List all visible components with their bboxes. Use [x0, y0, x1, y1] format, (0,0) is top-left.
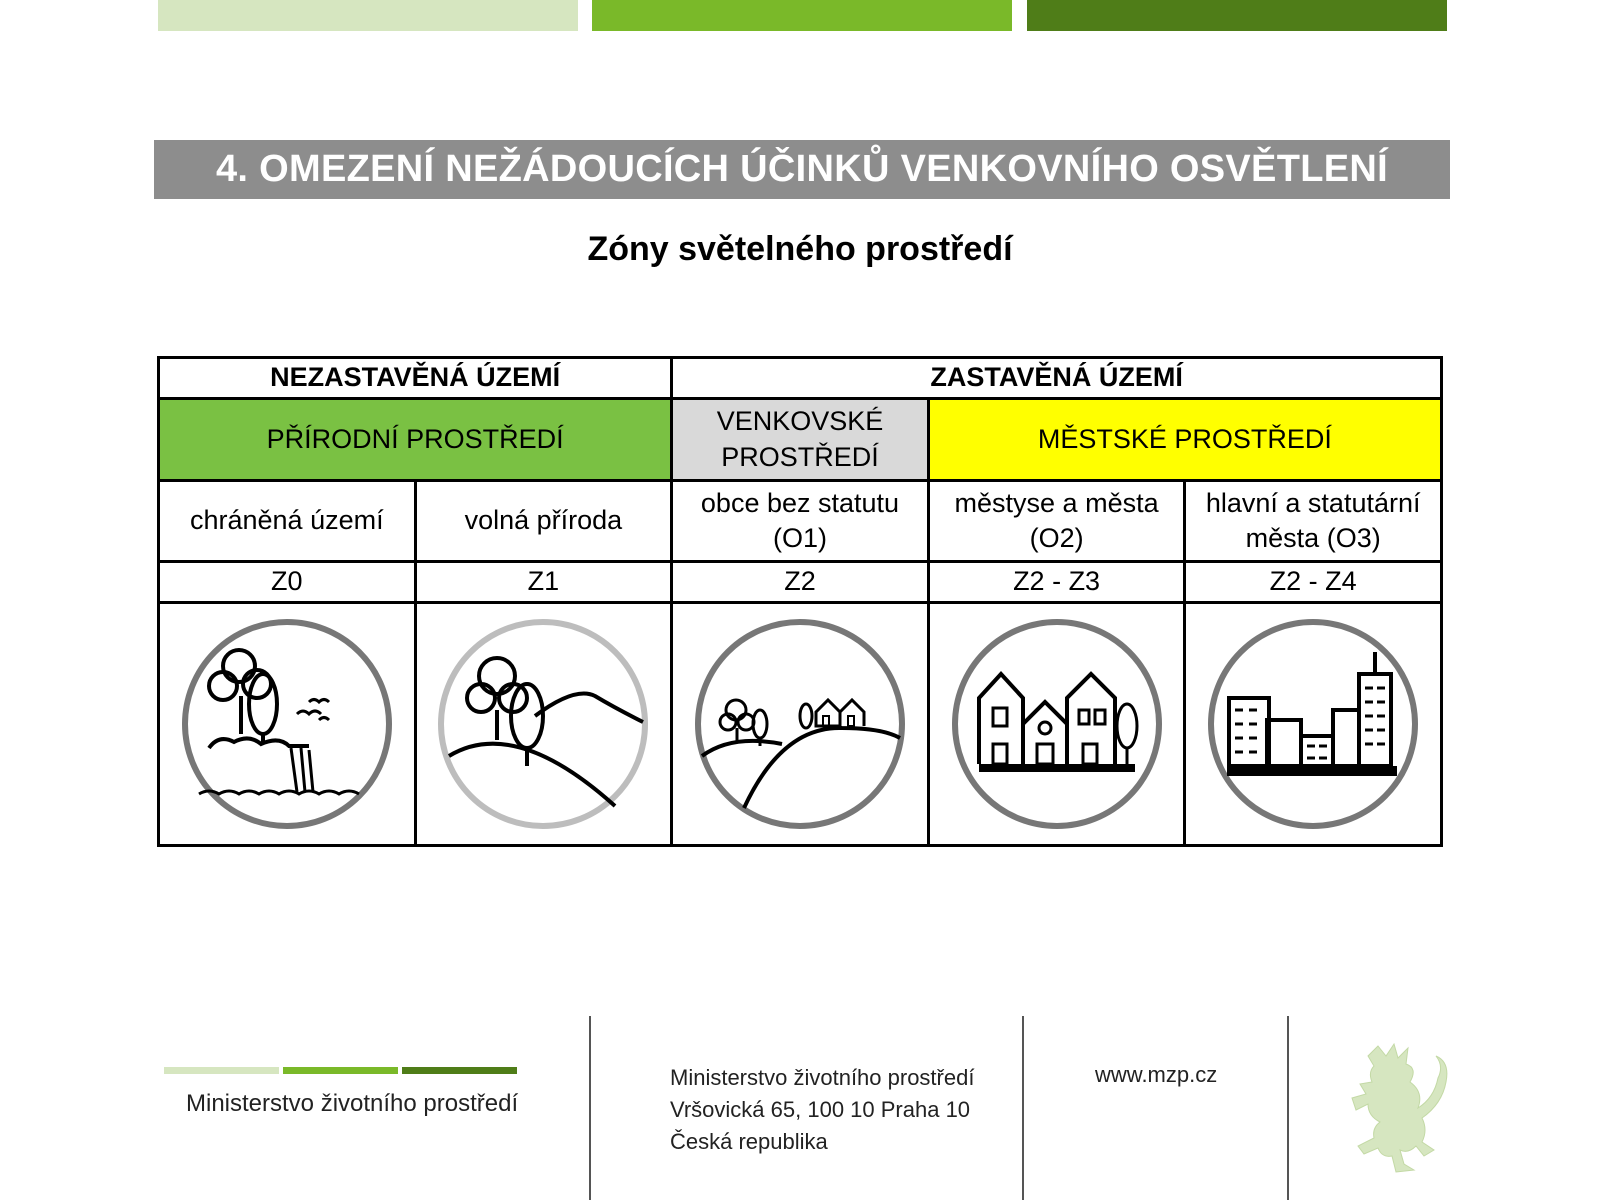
category-cell: [1185, 481, 1442, 562]
category-cell: [928, 481, 1185, 562]
zones-table: [157, 356, 1443, 847]
zone-code: Z2: [672, 562, 929, 603]
zone-code: Z0: [159, 562, 416, 603]
ministry-logo-text: Ministerstvo životního prostředí: [186, 1090, 519, 1117]
tree-hills-icon: [435, 616, 651, 832]
icon-cell: [928, 603, 1185, 846]
website-link[interactable]: www.mzp.cz: [1095, 1062, 1218, 1087]
czech-lion-emblem-icon: [1338, 1038, 1458, 1178]
address-line: Vršovická 65, 100 10 Praha 10: [670, 1097, 971, 1122]
icon-cell: [672, 603, 929, 846]
category-cell: [415, 481, 672, 562]
zone-code: Z2 - Z3: [928, 562, 1185, 603]
footer-bar-mid: [283, 1067, 398, 1074]
group-undeveloped: NEZASTAVĚNÁ ÚZEMÍ: [159, 358, 672, 399]
env-urban: MĚSTSKÉ PROSTŘEDÍ: [928, 399, 1441, 481]
zone-code: Z1: [415, 562, 672, 603]
category-code: (O1): [772, 523, 827, 553]
category-label: chráněná území: [189, 505, 384, 536]
icon-cell: [159, 603, 416, 846]
env-nature: PŘÍRODNÍ PROSTŘEDÍ: [159, 399, 672, 481]
town-icon: [949, 616, 1165, 832]
ministry-address: [670, 1062, 974, 1158]
footer-divider: [1022, 1016, 1024, 1200]
category-cell: [159, 481, 416, 562]
zone-code: Z2 - Z4: [1185, 562, 1442, 603]
category-label: městyse a města: [954, 487, 1159, 518]
category-label: volná příroda: [464, 505, 623, 536]
category-cell: [672, 481, 929, 562]
env-rural-line1: VENKOVSKÉ: [716, 406, 884, 437]
slide-subtitle: Zóny světelného prostředí: [587, 230, 1013, 268]
village-icon: [692, 616, 908, 832]
category-label: hlavní a statutární: [1205, 487, 1421, 518]
waterfall-nature-icon: [179, 616, 395, 832]
category-code: (O2): [1029, 523, 1084, 553]
top-bar-dark: [1027, 0, 1447, 31]
top-bar-mid: [592, 0, 1012, 31]
top-bar-light: [158, 0, 578, 31]
footer-bar-light: [164, 1067, 279, 1074]
city-icon: [1205, 616, 1421, 832]
icon-cell: [1185, 603, 1442, 846]
group-developed: ZASTAVĚNÁ ÚZEMÍ: [672, 358, 1442, 399]
slide-title: 4. OMEZENÍ NEŽÁDOUCÍCH ÚČINKŮ VENKOVNÍHO OSVĚTLENÍ: [154, 140, 1450, 199]
address-line: Ministerstvo životního prostředí: [670, 1065, 975, 1090]
category-code: města (O3): [1245, 523, 1381, 553]
footer-divider: [1287, 1016, 1289, 1200]
icon-cell: [415, 603, 672, 846]
env-rural: [672, 399, 929, 481]
footer-bar-dark: [402, 1067, 517, 1074]
footer-divider: [589, 1016, 591, 1200]
category-label: obce bez statutu: [700, 487, 900, 518]
address-line: Česká republika: [670, 1129, 828, 1154]
env-rural-line2: PROSTŘEDÍ: [721, 441, 879, 472]
